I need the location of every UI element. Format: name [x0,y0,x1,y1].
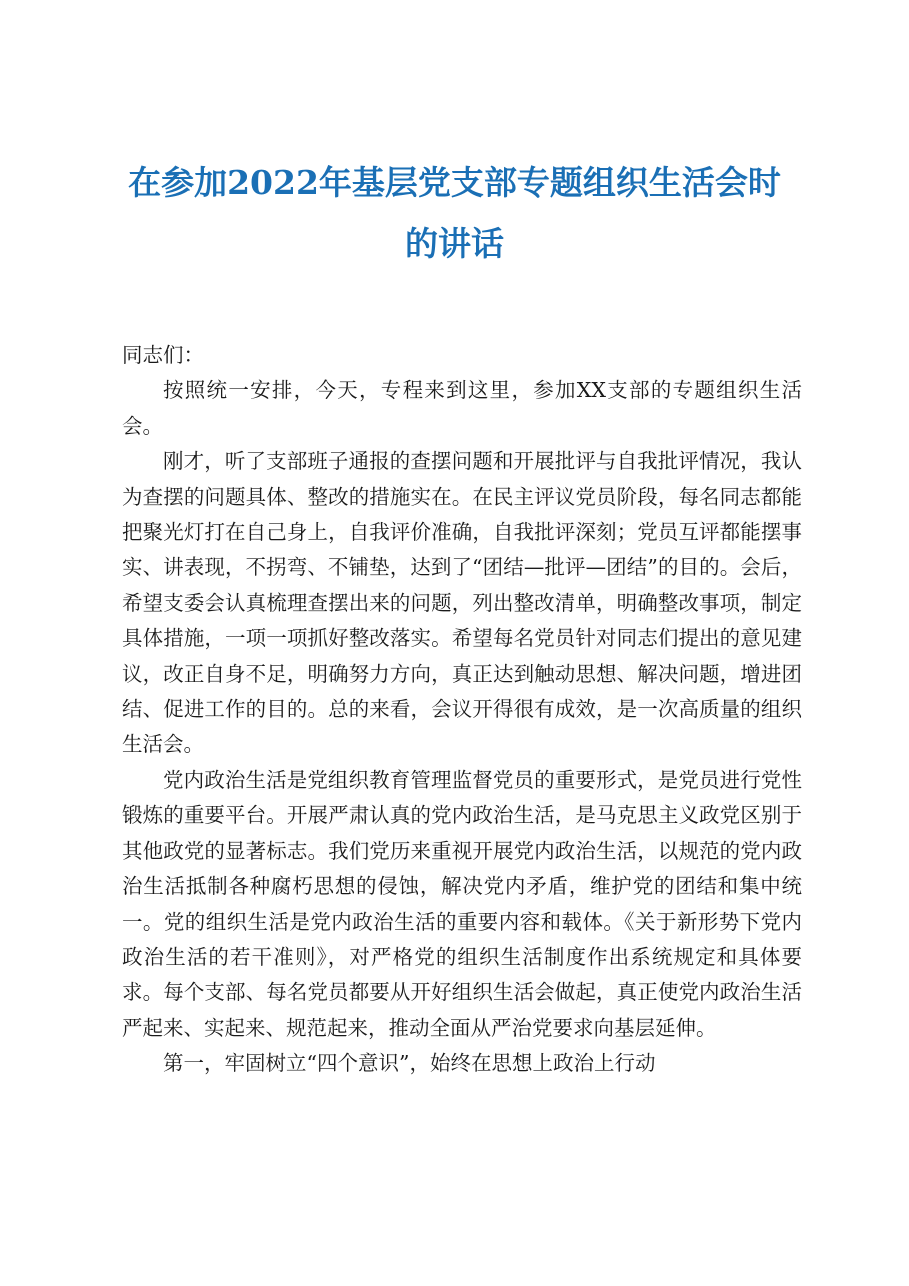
paragraph-4: 第一，牢固树立“四个意识”，始终在思想上政治上行动 [163,1051,656,1076]
paragraph-1: 按照统一安排，今天，专程来到这里，参加XX支部的专题组织生活会。 [122,378,802,438]
salutation: 同志们： [122,343,204,367]
document-body [122,338,802,1082]
paragraph-2: 刚才，听了支部班子通报的查摆问题和开展批评与自我批评情况，我认为查摆的问题具体、整改的措施实在。在民主评议党员阶段，每名同志都能把聚光灯打在自己身上，自我评价准确，自我批评深刻；党员互评都能摆事实、讲表现，不拐弯、不铺垫，达到了“团结—批评—团结”的目的。会后，希望支委会认真梳理查摆出来的问题，列出整改清单，明确整改事项，制定具体措施，一项一项抓好整改落实。希望每名党员针对同志们提出的意见建议，改正自身不足，明确努力方向，真正达到触动思想、解决问题，增进团结、促进工作的目的。总的来看，会议开得很有成效，是一次高质量的组织生活会。 [122,449,802,757]
paragraph-3: 党内政治生活是党组织教育管理监督党员的重要形式，是党员进行党性锻炼的重要平台。开展严肃认真的党内政治生活，是马克思主义政党区别于其他政党的显著标志。我们党历来重视开展党内政治生活，以规范的党内政治生活抵制各种腐朽思想的侵蚀，解决党内矛盾，维护党的团结和集中统一。党的组织生活是党内政治生活的重要内容和载体。《关于新形势下党内政治生活的若干准则》，对严格党的组织生活制度作出系统规定和具体要求。每个支部、每名党员都要从开好组织生活会做起，真正使党内政治生活严起来、实起来、规范起来，推动全面从严治党要求向基层延伸。 [122,767,802,1040]
document-title-line-2: 的讲话 [405,224,504,263]
document-title-line-1: 在参加2022年基层党支部专题组织生活会时 [128,163,781,202]
